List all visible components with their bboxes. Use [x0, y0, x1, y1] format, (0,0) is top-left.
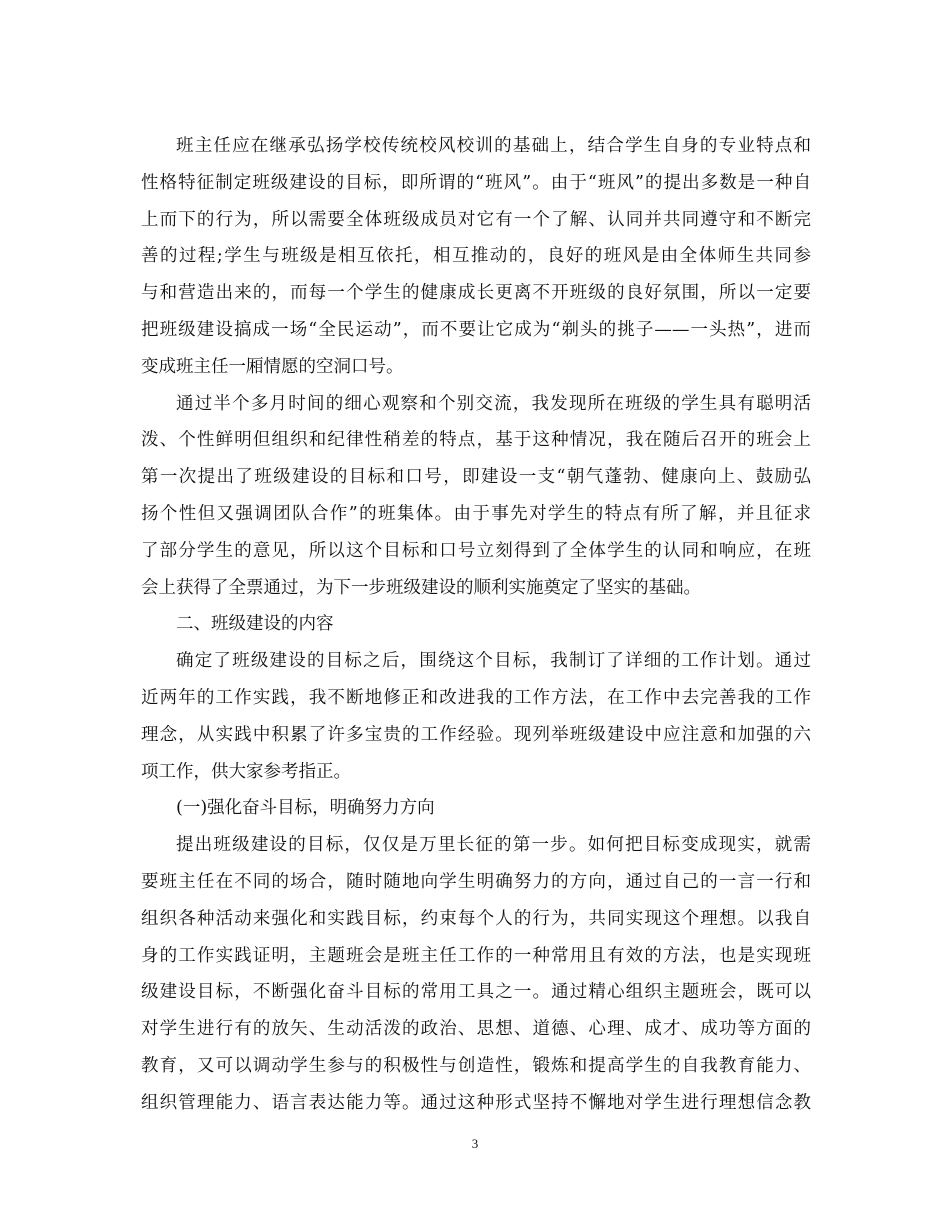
paragraph-line: 项工作，供大家参考指正。 [141, 761, 351, 782]
paragraph-line: 确定了班级建设的目标之后，围绕这个目标，我制订了详细的工作计划。通过 [176, 651, 811, 672]
paragraph-line: 变成班主任一厢情愿的空洞口号。 [141, 356, 404, 377]
paragraph-line: 扬个性但又强调团队合作”的班集体。由于事先对学生的特点有所了解，并且征求 [141, 503, 811, 524]
paragraph-line: 身的工作实践证明，主题班会是班主任工作的一种常用且有效的方法，也是实现班 [141, 945, 811, 966]
paragraph-line: 善的过程;学生与班级是相互依托，相互推动的，良好的班风是由全体师生共同参 [141, 246, 811, 267]
paragraph-line: 级建设目标，不断强化奋斗目标的常用工具之一。通过精心组织主题班会，既可以 [141, 982, 811, 1003]
paragraph-line: 对学生进行有的放矢、生动活泼的政治、思想、道德、心理、成才、成功等方面的 [141, 1019, 811, 1040]
paragraph-line: 上而下的行为，所以需要全体班级成员对它有一个了解、认同并共同遵守和不断完 [141, 209, 811, 230]
subsection-heading: (一)强化奋斗目标，明确努力方向 [176, 798, 435, 819]
paragraph-line: 理念，从实践中积累了许多宝贵的工作经验。现列举班级建设中应注意和加强的六 [141, 724, 811, 745]
paragraph-line: 组织各种活动来强化和实践目标，约束每个人的行为，共同实现这个理想。以我自 [141, 908, 811, 929]
paragraph-line: 班主任应在继承弘扬学校传统校风校训的基础上，结合学生自身的专业特点和 [176, 136, 811, 156]
paragraph-line: 了部分学生的意见，所以这个目标和口号立刻得到了全体学生的认同和响应，在班 [141, 540, 811, 561]
paragraph-line: 泼、个性鲜明但组织和纪律性稍差的特点，基于这种情况，我在随后召开的班会上 [141, 430, 811, 451]
paragraph-line: 通过半个多月时间的细心观察和个别交流，我发现所在班级的学生具有聪明活 [176, 393, 811, 414]
paragraph-line: 近两年的工作实践，我不断地修正和改进我的工作方法，在工作中去完善我的工作 [141, 687, 811, 708]
page-number: 3 [471, 1136, 479, 1151]
section-heading: 二、班级建设的内容 [176, 614, 334, 635]
paragraph-line: 要班主任在不同的场合，随时随地向学生明确努力的方向，通过自己的一言一行和 [141, 871, 811, 892]
paragraph-line: 与和营造出来的，而每一个学生的健康成长更离不开班级的良好氛围，所以一定要 [141, 283, 811, 304]
document-body [141, 128, 811, 1122]
paragraph-line: 性格特征制定班级建设的目标，即所谓的“班风”。由于“班风”的提出多数是一种自 [141, 172, 811, 193]
paragraph-line: 组织管理能力、语言表达能力等。通过这种形式坚持不懈地对学生进行理想信念教 [141, 1092, 811, 1113]
paragraph-line: 第一次提出了班级建设的目标和口号，即建设一支“朝气蓬勃、健康向上、鼓励弘 [141, 467, 811, 488]
paragraph-line: 提出班级建设的目标，仅仅是万里长征的第一步。如何把目标变成现实，就需 [176, 835, 811, 856]
paragraph-line: 教育，又可以调动学生参与的积极性与创造性，锻炼和提高学生的自我教育能力、 [141, 1055, 811, 1076]
paragraph-line: 把班级建设搞成一场“全民运动”，而不要让它成为“剃头的挑子——一头热”，进而 [141, 319, 811, 340]
paragraph-line: 会上获得了全票通过，为下一步班级建设的顺利实施奠定了坚实的基础。 [141, 577, 701, 598]
